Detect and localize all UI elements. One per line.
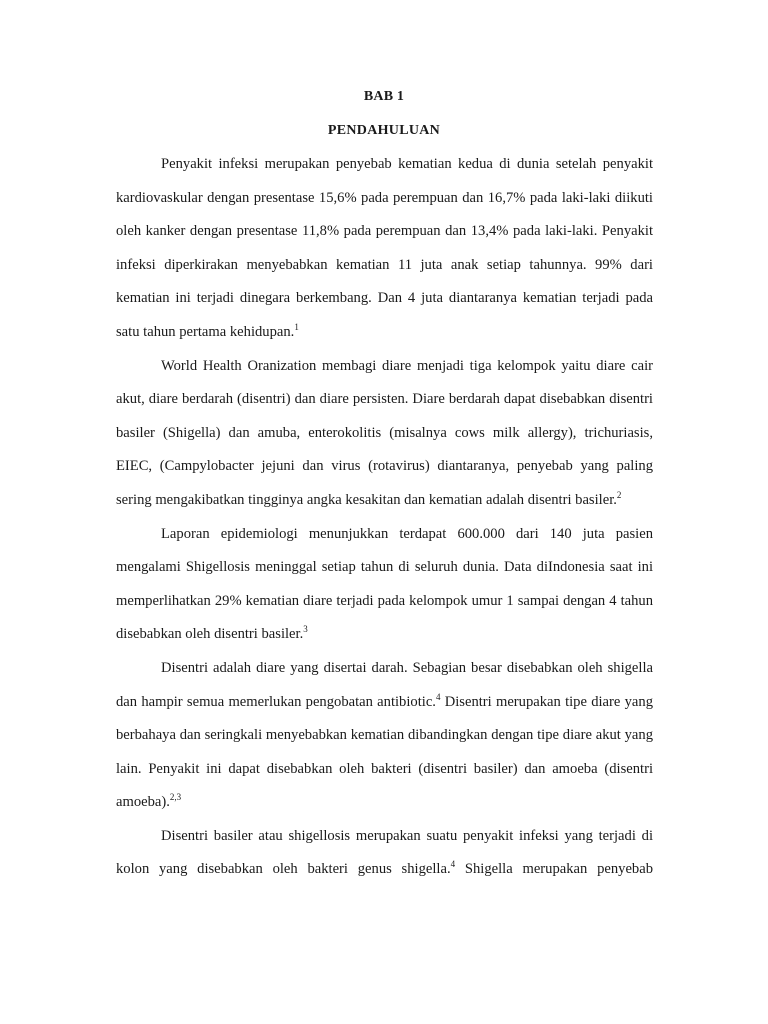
paragraph [116, 350, 653, 518]
paragraph-text: Disentri basiler atau shigellosis merupakan suatu penyakit infeksi yang terjadi di kolon yang disebabkan oleh bakteri genus shigella. [116, 827, 653, 878]
paragraph [116, 820, 653, 887]
footnote-reference: 2 [616, 490, 622, 501]
chapter-number: BAB 1 [363, 89, 405, 104]
footnote-reference: 2,3 [169, 792, 182, 803]
paragraph-text: Disentri adalah diare yang disertai darah. Sebagian besar disebabkan oleh shigella dan hampir semua memerlukan pengobatan antibiotic. [116, 659, 653, 710]
footnote-reference: 4 [450, 859, 456, 870]
footnote-reference: 4 [435, 691, 441, 702]
paragraph-text: Disentri merupakan tipe diare yang berbahaya dan seringkali menyebabkan kematian dibandingkan dengan tipe diare akut yang lain. Penyakit ini dapat disebabkan oleh bakteri (disentri basiler) dan amoeba (disentri amoeba). [116, 693, 653, 811]
paragraph-text: Laporan epidemiologi menunjukkan terdapat 600.000 dari 140 juta pasien mengalami Shigellosis meninggal setiap tahun di seluruh dunia. Data diIndonesia saat ini memperlihatkan 29% kematian diare terjadi pada kelompok umur 1 sampai dengan 4 tahun disebabkan oleh disentri basiler. [116, 525, 653, 643]
paragraph-text: Penyakit infeksi merupakan penyebab kematian kedua di dunia setelah penyakit kardiovaskular dengan presentase 15,6% pada perempuan dan 16,7% pada laki-laki diikuti oleh kanker dengan presentase 11,8% pada perempuan dan 13,4% pada laki-laki. Penyakit infeksi diperkirakan menyebabkan kematian 11 juta anak setiap tahunnya. 99% dari kematian ini terjadi dinegara berkembang. Dan 4 juta diantaranya kematian terjadi pada satu tahun pertama kehidupan. [116, 156, 653, 340]
paragraph [116, 652, 653, 820]
paragraph-text: Shigella merupakan penyebab [455, 861, 653, 878]
paragraph [116, 518, 653, 652]
body-text [116, 148, 653, 887]
footnote-reference: 1 [294, 322, 299, 333]
footnote-reference: 3 [303, 624, 308, 635]
paragraph-text: World Health Oranization membagi diare menjadi tiga kelompok yaitu diare cair akut, diare berdarah (disentri) dan diare persisten. Diare berdarah dapat disebabkan disentri basiler (Shigella) dan amuba, enterokolitis (misalnya cows milk allergy), trichuriasis, EIEC, (Campylobacter jejuni dan virus (rotavirus) diantaranya, penyebab yang paling sering mengakibatkan tingginya angka kesakitan dan kematian adalah disentri basiler. [116, 357, 653, 508]
paragraph [116, 148, 653, 350]
chapter-title: PENDAHULUAN [327, 123, 441, 138]
